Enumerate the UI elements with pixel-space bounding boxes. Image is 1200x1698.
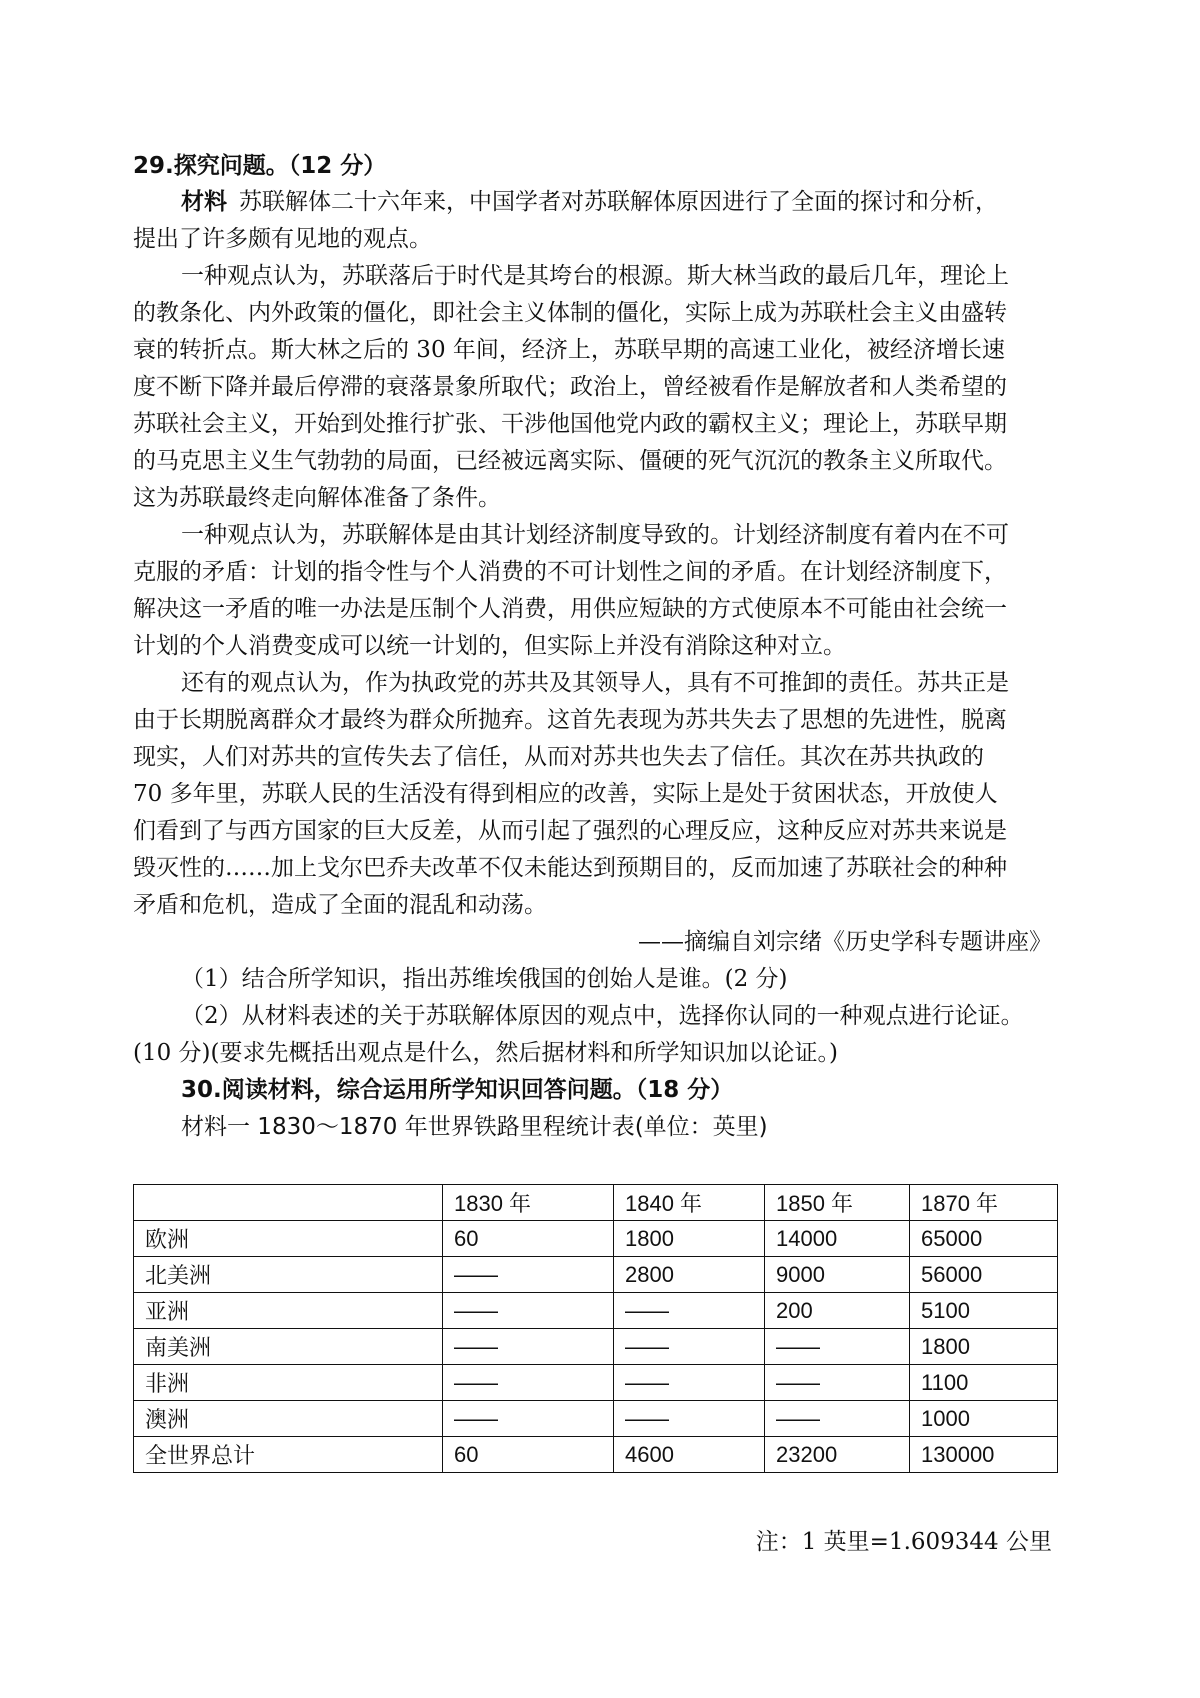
table-cell: —— bbox=[614, 1293, 765, 1329]
railway-mileage-table bbox=[133, 1184, 1058, 1473]
table-cell: 9000 bbox=[765, 1257, 910, 1293]
table-row-label: 非洲 bbox=[134, 1365, 443, 1401]
sub-question-2: （2）从材料表述的关于苏联解体原因的观点中，选择你认同的一种观点进行论证。 bbox=[181, 1003, 1024, 1029]
material-lead: 材料 bbox=[181, 189, 227, 215]
table-footnote: 注：1 英里=1.609344 公里 bbox=[755, 1529, 1052, 1555]
viewpoint-3-line: 们看到了与西方国家的巨大反差，从而引起了强烈的心理反应，这种反应对苏共来说是 bbox=[133, 818, 1007, 844]
table-cell: 2800 bbox=[614, 1257, 765, 1293]
table-cell: 200 bbox=[765, 1293, 910, 1329]
table-cell: 1800 bbox=[614, 1221, 765, 1257]
table-header-cell: 1870 年 bbox=[910, 1185, 1058, 1221]
table-row bbox=[134, 1365, 1058, 1401]
viewpoint-3-line: 现实，人们对苏共的宣传失去了信任，从而对苏共也失去了信任。其次在苏共执政的 bbox=[133, 744, 984, 770]
table-cell: 56000 bbox=[910, 1257, 1058, 1293]
viewpoint-1-line: 苏联社会主义，开始到处推行扩张、干涉他国他党内政的霸权主义；理论上，苏联早期 bbox=[133, 411, 1007, 437]
viewpoint-1-line: 的教条化、内外政策的僵化，即社会主义体制的僵化，实际上成为苏联杜会主义由盛转 bbox=[133, 300, 1007, 326]
material-paragraph-line: 提出了许多颇有见地的观点。 bbox=[133, 226, 432, 252]
question-30-heading: 30.阅读材料，综合运用所学知识回答问题。（18 分） bbox=[181, 1077, 734, 1103]
table-row bbox=[134, 1221, 1058, 1257]
table-row bbox=[134, 1257, 1058, 1293]
table-cell: —— bbox=[614, 1365, 765, 1401]
viewpoint-3-line: 由于长期脱离群众才最终为群众所抛弃。这首先表现为苏共失去了思想的先进性，脱离 bbox=[133, 707, 1007, 733]
table-cell: —— bbox=[443, 1257, 614, 1293]
viewpoint-2-line: 计划的个人消费变成可以统一计划的，但实际上并没有消除这种对立。 bbox=[133, 633, 846, 659]
table-cell: 130000 bbox=[910, 1437, 1058, 1473]
table-header-cell: 1840 年 bbox=[614, 1185, 765, 1221]
viewpoint-1-line: 这为苏联最终走向解体准备了条件。 bbox=[133, 485, 501, 511]
table-header-row bbox=[134, 1185, 1058, 1221]
table-cell: —— bbox=[443, 1365, 614, 1401]
table-row-label: 全世界总计 bbox=[134, 1437, 443, 1473]
viewpoint-1-line: 一种观点认为，苏联落后于时代是其垮台的根源。斯大林当政的最后几年，理论上 bbox=[181, 263, 1009, 289]
viewpoint-1-line: 度不断下降并最后停滞的衰落景象所取代；政治上，曾经被看作是解放者和人类希望的 bbox=[133, 374, 1007, 400]
viewpoint-2-line: 克服的矛盾：计划的指令性与个人消费的不可计划性之间的矛盾。在计划经济制度下， bbox=[133, 559, 1007, 585]
source-citation: ——摘编自刘宗绪《历史学科专题讲座》 bbox=[638, 929, 1052, 955]
table-row-label: 澳洲 bbox=[134, 1401, 443, 1437]
viewpoint-3-line: 毁灭性的……加上戈尔巴乔夫改革不仅未能达到预期目的，反而加速了苏联社会的种种 bbox=[133, 855, 1007, 881]
table-header-cell bbox=[134, 1185, 443, 1221]
table-cell: 1800 bbox=[910, 1329, 1058, 1365]
viewpoint-2-line: 一种观点认为，苏联解体是由其计划经济制度导致的。计划经济制度有着内在不可 bbox=[181, 522, 1009, 548]
table-row-label: 欧洲 bbox=[134, 1221, 443, 1257]
table-row bbox=[134, 1437, 1058, 1473]
sub-question-2-continued: (10 分)(要求先概括出观点是什么，然后据材料和所学知识加以论证。) bbox=[133, 1040, 838, 1066]
table-cell: —— bbox=[765, 1329, 910, 1365]
viewpoint-1-line: 衰的转折点。斯大林之后的 30 年间，经济上，苏联早期的高速工业化，被经济增长速 bbox=[133, 337, 1005, 363]
table-cell: 1000 bbox=[910, 1401, 1058, 1437]
sub-question-1: （1）结合所学知识，指出苏维埃俄国的创始人是谁。(2 分) bbox=[181, 966, 788, 992]
table-cell: 23200 bbox=[765, 1437, 910, 1473]
table-cell: —— bbox=[765, 1365, 910, 1401]
table-cell: 60 bbox=[443, 1221, 614, 1257]
table-cell: —— bbox=[765, 1401, 910, 1437]
table-cell: —— bbox=[443, 1293, 614, 1329]
table-cell: 14000 bbox=[765, 1221, 910, 1257]
viewpoint-1-line: 的马克思主义生气勃勃的局面，已经被远离实际、僵硬的死气沉沉的教条主义所取代。 bbox=[133, 448, 1007, 474]
viewpoint-3-line: 70 多年里，苏联人民的生活没有得到相应的改善，实际上是处于贫困状态，开放使人 bbox=[133, 781, 998, 807]
table-cell: 65000 bbox=[910, 1221, 1058, 1257]
table-caption: 材料一 1830～1870 年世界铁路里程统计表(单位：英里) bbox=[181, 1114, 768, 1140]
table-row-label: 北美洲 bbox=[134, 1257, 443, 1293]
table-cell: —— bbox=[614, 1401, 765, 1437]
table-cell: —— bbox=[443, 1329, 614, 1365]
table-row-label: 亚洲 bbox=[134, 1293, 443, 1329]
material-paragraph-line: 材料 苏联解体二十六年来，中国学者对苏联解体原因进行了全面的探讨和分析， bbox=[181, 189, 998, 215]
viewpoint-3-line: 还有的观点认为，作为执政党的苏共及其领导人，具有不可推卸的责任。苏共正是 bbox=[181, 670, 1009, 696]
table-cell: 60 bbox=[443, 1437, 614, 1473]
table-cell: —— bbox=[443, 1401, 614, 1437]
viewpoint-2-line: 解决这一矛盾的唯一办法是压制个人消费，用供应短缺的方式使原本不可能由社会统一 bbox=[133, 596, 1007, 622]
table-cell: 1100 bbox=[910, 1365, 1058, 1401]
table-header-cell: 1850 年 bbox=[765, 1185, 910, 1221]
table-header-cell: 1830 年 bbox=[443, 1185, 614, 1221]
viewpoint-3-line: 矛盾和危机，造成了全面的混乱和动荡。 bbox=[133, 892, 547, 918]
table-row bbox=[134, 1401, 1058, 1437]
table-cell: 5100 bbox=[910, 1293, 1058, 1329]
table-cell: 4600 bbox=[614, 1437, 765, 1473]
table-row bbox=[134, 1329, 1058, 1365]
table-row-label: 南美洲 bbox=[134, 1329, 443, 1365]
question-29-heading: 29.探究问题。（12 分） bbox=[133, 153, 387, 179]
table-cell: —— bbox=[614, 1329, 765, 1365]
table-row bbox=[134, 1293, 1058, 1329]
